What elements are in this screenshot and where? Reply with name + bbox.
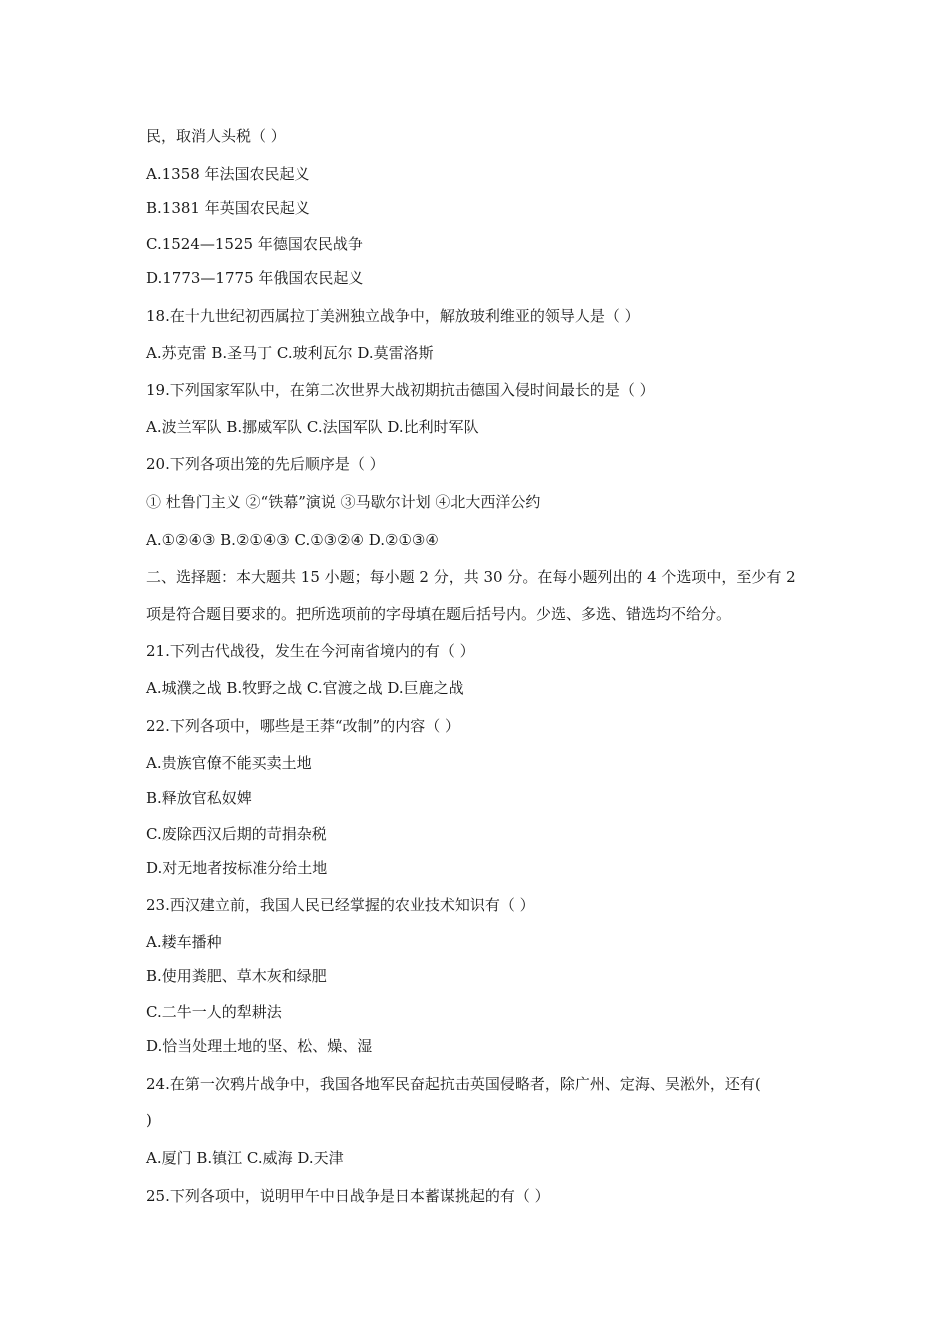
option-line: D.对无地者按标准分给土地 (146, 859, 328, 877)
option-line: A.①②④③ B.②①④③ C.①③②④ D.②①③④ (146, 531, 439, 549)
option-line: C.二牛一人的犁耕法 (146, 1003, 282, 1021)
option-line: A.厦门 B.镇江 C.威海 D.天津 (146, 1149, 344, 1167)
option-line: C.废除西汉后期的苛捐杂税 (146, 825, 327, 843)
option-line: B.释放官私奴婢 (146, 789, 252, 807)
item-list: ① 杜鲁门主义 ②“铁幕”演说 ③马歇尔计划 ④北大西洋公约 (146, 493, 541, 511)
question-24: 24.在第一次鸦片战争中，我国各地军民奋起抗击英国侵略者，除广州、定海、吴淞外，还有( (146, 1075, 761, 1093)
option-line: C.1524—1525 年德国农民战争 (146, 235, 363, 253)
option-line: A.耧车播种 (146, 933, 222, 951)
section-heading-cont: 项是符合题目要求的。把所选项前的字母填在题后括号内。少选、多选、错选均不给分。 (146, 605, 732, 623)
option-line: A.波兰军队 B.挪威军队 C.法国军队 D.比利时军队 (146, 418, 479, 436)
option-line: D.1773—1775 年俄国农民起义 (146, 269, 364, 287)
question-19: 19.下列国家军队中，在第二次世界大战初期抗击德国入侵时间最长的是（ ） (146, 381, 655, 399)
section-heading: 二、选择题：本大题共 15 小题；每小题 2 分，共 30 分。在每小题列出的 4 个选项中，至少有 2 (146, 568, 796, 586)
option-line: B.使用粪肥、草木灰和绿肥 (146, 967, 327, 985)
question-22: 22.下列各项中，哪些是王莽“改制”的内容（ ） (146, 717, 460, 735)
question-20: 20.下列各项出笼的先后顺序是（ ） (146, 455, 385, 473)
option-line: B.1381 年英国农民起义 (146, 199, 310, 217)
option-line: A.1358 年法国农民起义 (146, 165, 310, 183)
question-24-cont: ) (146, 1111, 152, 1129)
question-21: 21.下列古代战役，发生在今河南省境内的有（ ） (146, 642, 475, 660)
option-line: D.恰当处理土地的坚、松、燥、湿 (146, 1037, 373, 1055)
text-line: 民，取消人头税（ ） (146, 127, 286, 145)
option-line: A.苏克雷 B.圣马丁 C.玻利瓦尔 D.莫雷洛斯 (146, 344, 434, 362)
option-line: A.城濮之战 B.牧野之战 C.官渡之战 D.巨鹿之战 (146, 679, 464, 697)
question-18: 18.在十九世纪初西属拉丁美洲独立战争中，解放玻利维亚的领导人是（ ） (146, 307, 640, 325)
question-25: 25.下列各项中，说明甲午中日战争是日本蓄谋挑起的有（ ） (146, 1187, 550, 1205)
option-line: A.贵族官僚不能买卖土地 (146, 754, 312, 772)
question-23: 23.西汉建立前，我国人民已经掌握的农业技术知识有（ ） (146, 896, 535, 914)
